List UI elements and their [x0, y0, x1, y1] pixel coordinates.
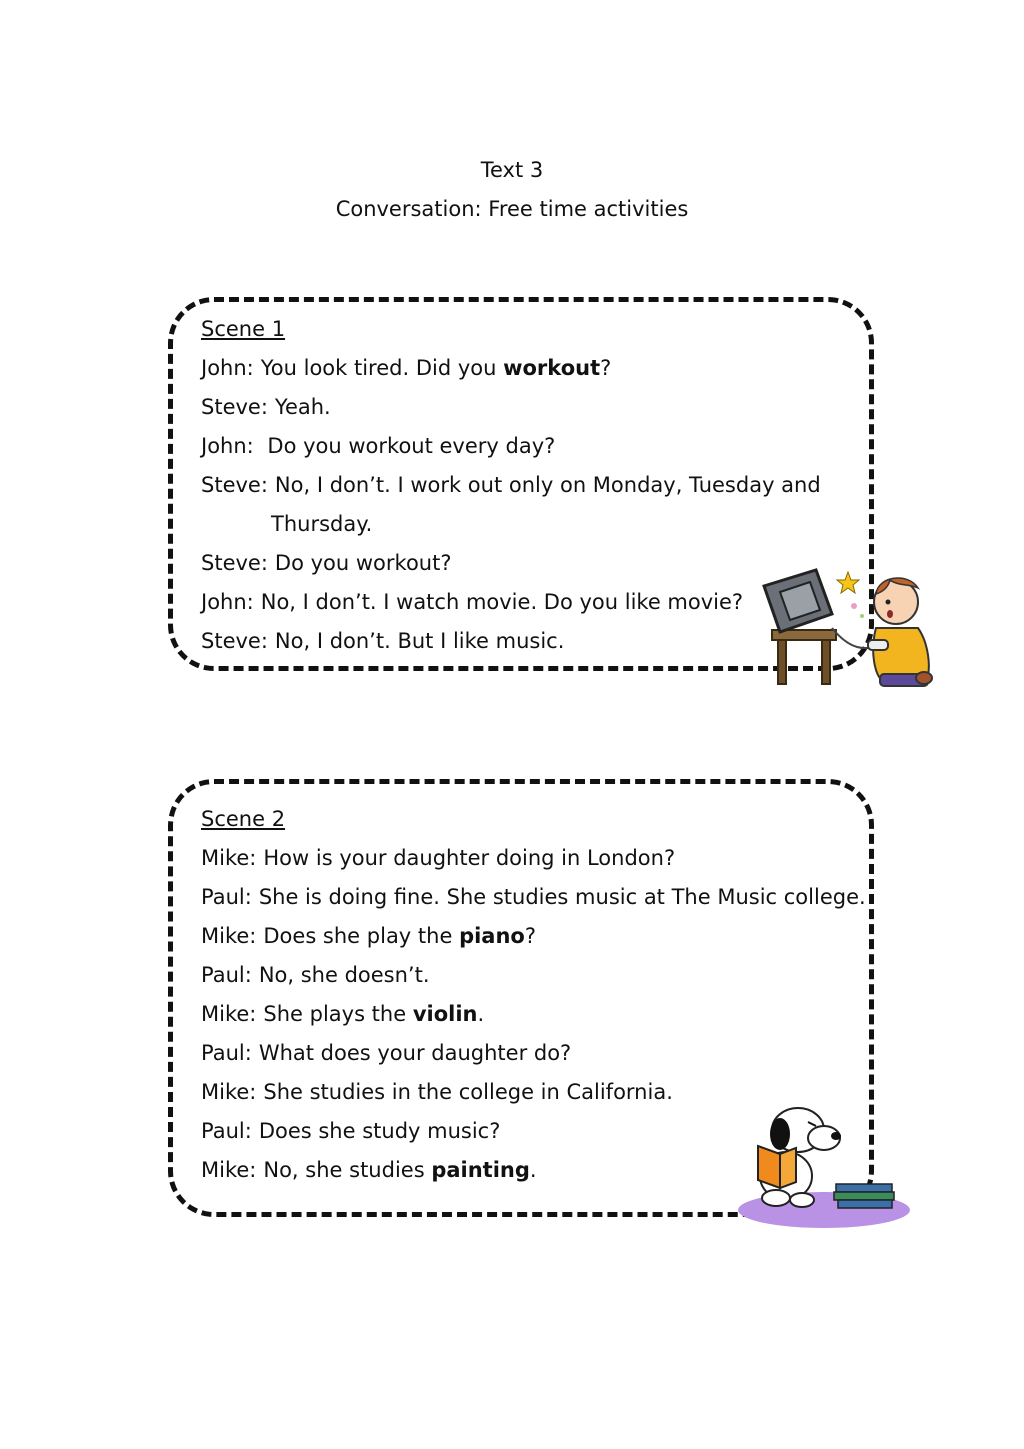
dialogue-text: Yeah. — [274, 395, 331, 419]
dialogue-line — [201, 466, 821, 505]
dialogue-text: Does she play the — [263, 924, 460, 948]
dialogue-line — [201, 349, 821, 388]
speaker-name: Steve: — [201, 395, 268, 419]
dialogue-text: Thursday. — [271, 512, 373, 536]
dialogue-text-end: ? — [524, 924, 536, 948]
dialogue-text: What does your daughter do? — [258, 1041, 572, 1065]
speaker-name: Paul: — [201, 963, 252, 987]
dialogue-text: She studies in the college in California. — [263, 1080, 673, 1104]
dialogue-line — [201, 505, 821, 544]
speaker-name: Mike: — [201, 1002, 257, 1026]
dialogue-text: No, I don’t. I work out only on Monday, Tuesday and — [274, 473, 821, 497]
speaker-name: Mike: — [201, 1158, 257, 1182]
dialogue-line — [201, 917, 866, 956]
speaker-name: Paul: — [201, 1041, 252, 1065]
dialogue-text: No, I don’t. But I like music. — [274, 629, 565, 653]
page-subtitle: Conversation: Free time activities — [335, 197, 689, 221]
dialogue-line — [201, 388, 821, 427]
boy-playing-video-game-icon — [758, 558, 938, 690]
speaker-name: John: — [201, 356, 254, 380]
dialogue-text: She is doing fine. She studies music at The Music college. — [258, 885, 866, 909]
dialogue-text: No, she studies — [263, 1158, 432, 1182]
dialogue-text: Does she study music? — [258, 1119, 501, 1143]
highlighted-word: piano — [459, 924, 525, 948]
dialogue-text-end: ? — [600, 356, 612, 380]
scene-2-title: Scene 2 — [201, 807, 286, 831]
dialogue-text-end: . — [477, 1002, 485, 1026]
dialogue-line — [201, 878, 866, 917]
dog-reading-book-icon — [736, 1098, 912, 1232]
dialogue-line — [201, 583, 821, 622]
highlighted-word: workout — [503, 356, 601, 380]
speaker-name: Paul: — [201, 1119, 252, 1143]
dialogue-text: No, I don’t. I watch movie. Do you like movie? — [260, 590, 744, 614]
speaker-name: John: — [201, 590, 254, 614]
dialogue-text: Do you workout? — [274, 551, 452, 575]
speaker-name: Steve: — [201, 473, 268, 497]
speaker-name: Mike: — [201, 1080, 257, 1104]
dialogue-line — [201, 544, 821, 583]
dialogue-text: No, she doesn’t. — [258, 963, 430, 987]
dialogue-text: Do you workout every day? — [260, 434, 556, 458]
speaker-name: Steve: — [201, 551, 268, 575]
speaker-name: Mike: — [201, 924, 257, 948]
page-title: Text 3 — [480, 158, 544, 182]
dialogue-line — [201, 995, 866, 1034]
dialogue-line — [201, 622, 821, 661]
dialogue-line — [201, 839, 866, 878]
speaker-name: Steve: — [201, 629, 268, 653]
dialogue-text: How is your daughter doing in London? — [263, 846, 676, 870]
dialogue-text-end: . — [529, 1158, 537, 1182]
dialogue-line — [201, 956, 866, 995]
dialogue-text: She plays the — [263, 1002, 413, 1026]
highlighted-word: violin — [412, 1002, 478, 1026]
scene-1-title: Scene 1 — [201, 317, 286, 341]
scene-1 — [201, 310, 821, 661]
dialogue-line — [201, 427, 821, 466]
speaker-name: Mike: — [201, 846, 257, 870]
speaker-name: Paul: — [201, 885, 252, 909]
dialogue-line — [201, 1034, 866, 1073]
dialogue-text: You look tired. Did you — [260, 356, 504, 380]
highlighted-word: painting — [431, 1158, 530, 1182]
speaker-name: John: — [201, 434, 254, 458]
